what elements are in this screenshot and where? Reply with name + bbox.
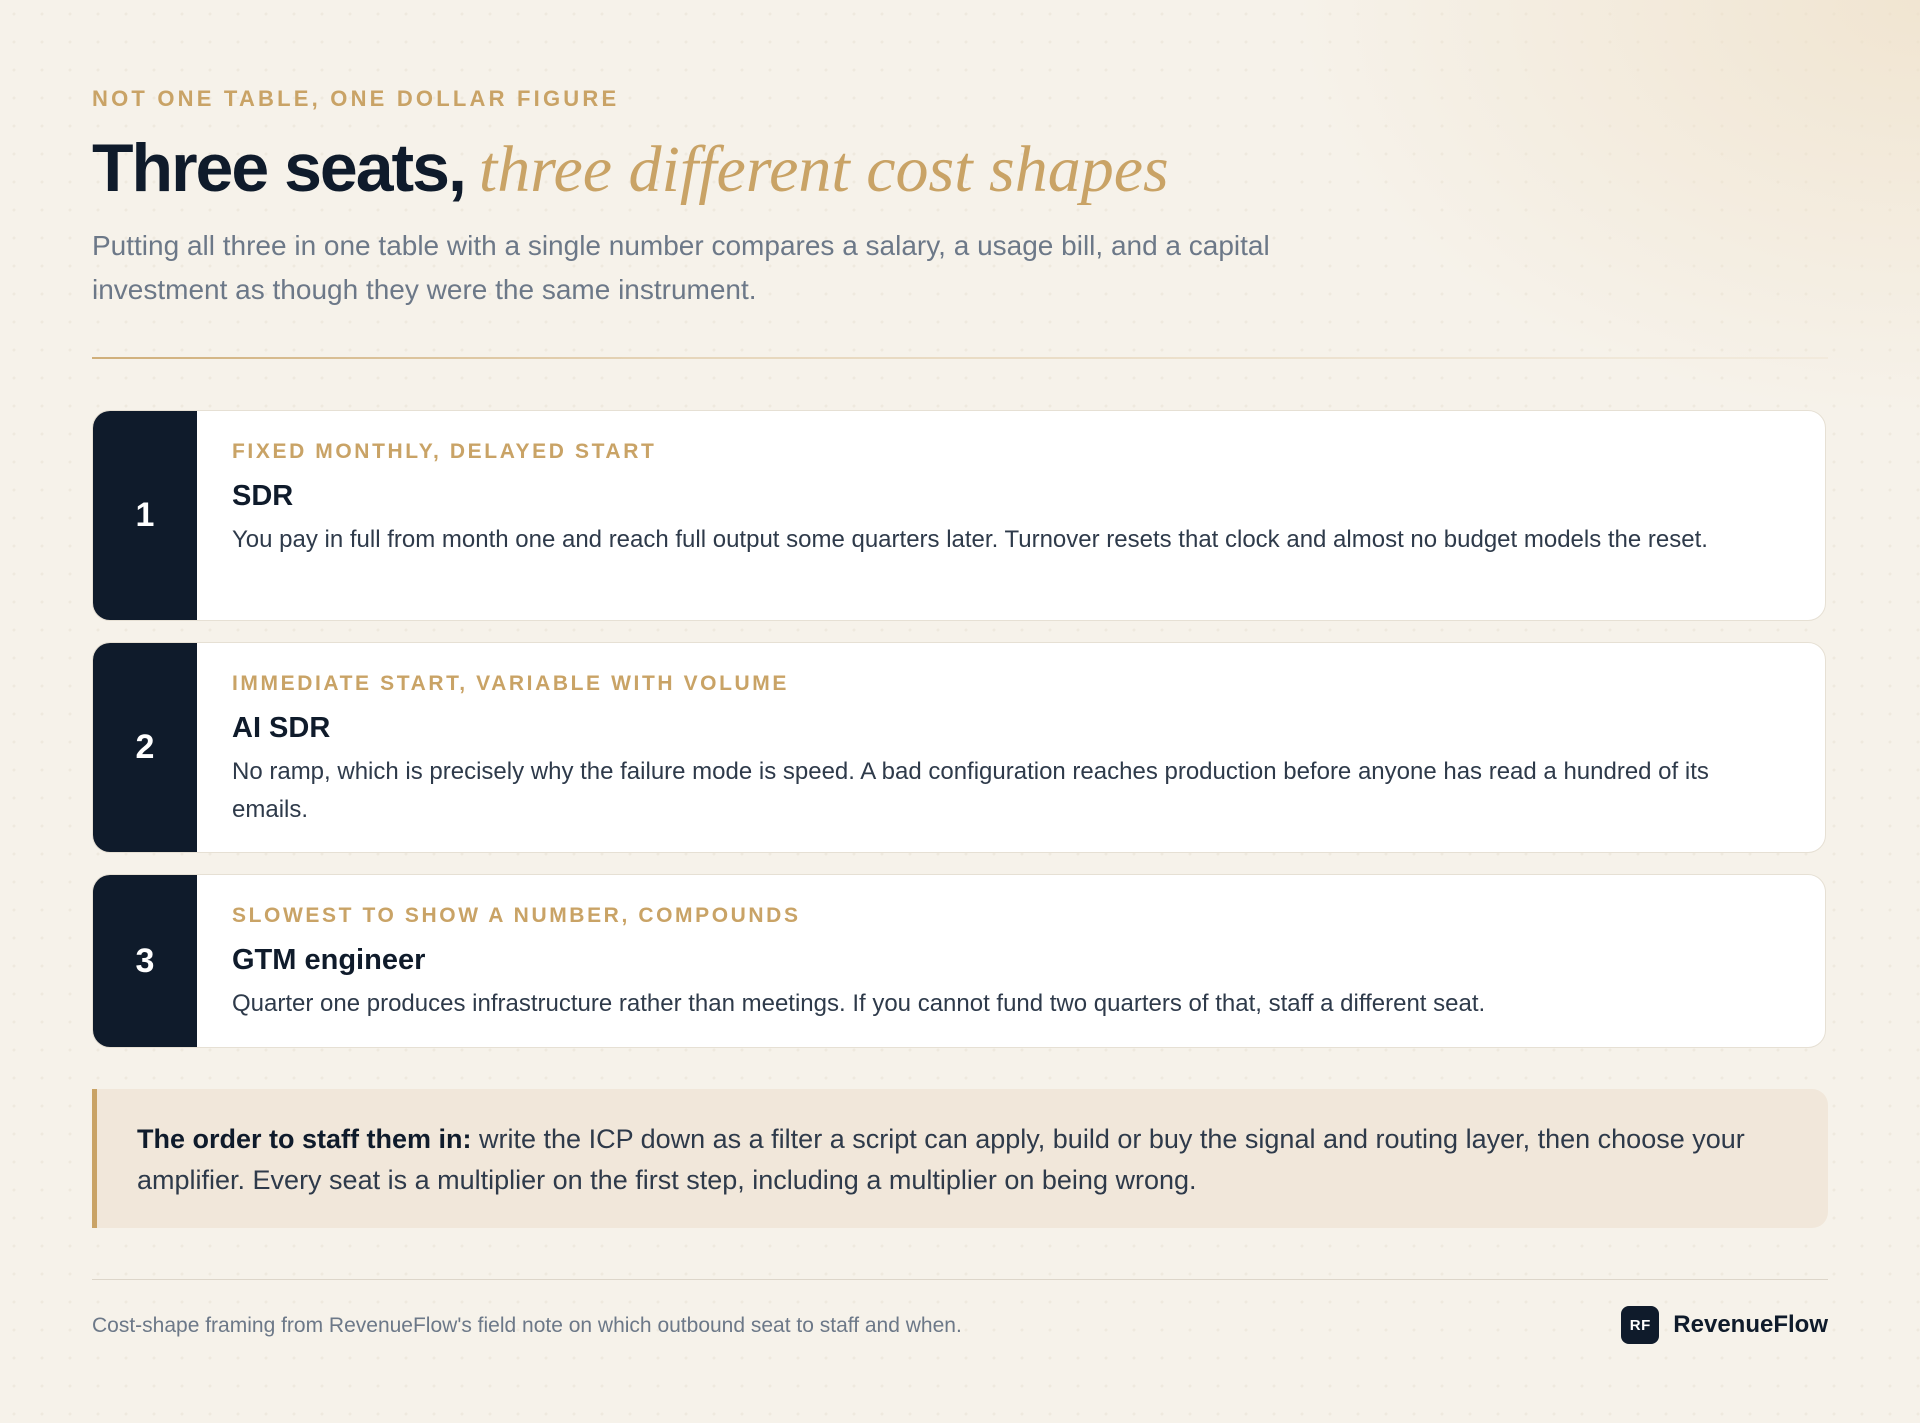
title-main: Three seats, — [92, 130, 465, 206]
callout-lead: The order to staff them in: — [137, 1124, 472, 1154]
card-kicker: IMMEDIATE START, VARIABLE WITH VOLUME — [232, 672, 790, 695]
footer-divider — [92, 1279, 1828, 1280]
card-number: 2 — [93, 643, 197, 852]
eyebrow-label: NOT ONE TABLE, ONE DOLLAR FIGURE — [92, 86, 620, 111]
card-title: AI SDR — [232, 712, 331, 744]
seat-card-ai-sdr — [92, 642, 1826, 853]
callout-text: write the ICP down as a filter a script can apply, build or buy the signal and routing layer, then choose your amplifier. Every seat is a multiplier on the first step, including a multiplier on being wrong. — [137, 1124, 1745, 1195]
seat-card-sdr — [92, 410, 1826, 621]
card-description: Quarter one produces infrastructure rather than meetings. If you cannot fund two quarters of that, staff a different seat. — [232, 990, 1486, 1017]
card-description: You pay in full from month one and reach full output some quarters later. Turnover resets that clock and almost no budget models the reset. — [232, 526, 1708, 553]
card-description: No ramp, which is precisely why the failure mode is speed. A bad configuration reaches production before anyone has read a hundred of its emails. — [232, 758, 1709, 823]
card-number: 3 — [93, 875, 197, 1047]
card-body — [197, 411, 1825, 620]
brand-mark-icon: RF — [1621, 1306, 1659, 1344]
staffing-order-callout — [92, 1089, 1828, 1228]
card-kicker: SLOWEST TO SHOW A NUMBER, COMPOUNDS — [232, 904, 801, 927]
card-kicker: FIXED MONTHLY, DELAYED START — [232, 440, 657, 463]
card-number: 1 — [93, 411, 197, 620]
card-title: GTM engineer — [232, 944, 426, 976]
card-title: SDR — [232, 480, 294, 512]
page-subtitle: Putting all three in one table with a single number compares a salary, a usage bill, and a capital investment as though they were the same instrument. — [92, 230, 1270, 305]
card-body — [197, 875, 1825, 1047]
card-body — [197, 643, 1825, 852]
footer-note: Cost-shape framing from RevenueFlow's field note on which outbound seat to staff and when. — [92, 1314, 962, 1337]
brand-logo — [1621, 1306, 1828, 1344]
seat-card-gtm-engineer — [92, 874, 1826, 1048]
title-accent: three different cost shapes — [478, 133, 1169, 206]
page-title — [92, 128, 1169, 210]
brand-name: RevenueFlow — [1673, 1311, 1828, 1338]
header-divider — [92, 357, 1828, 359]
